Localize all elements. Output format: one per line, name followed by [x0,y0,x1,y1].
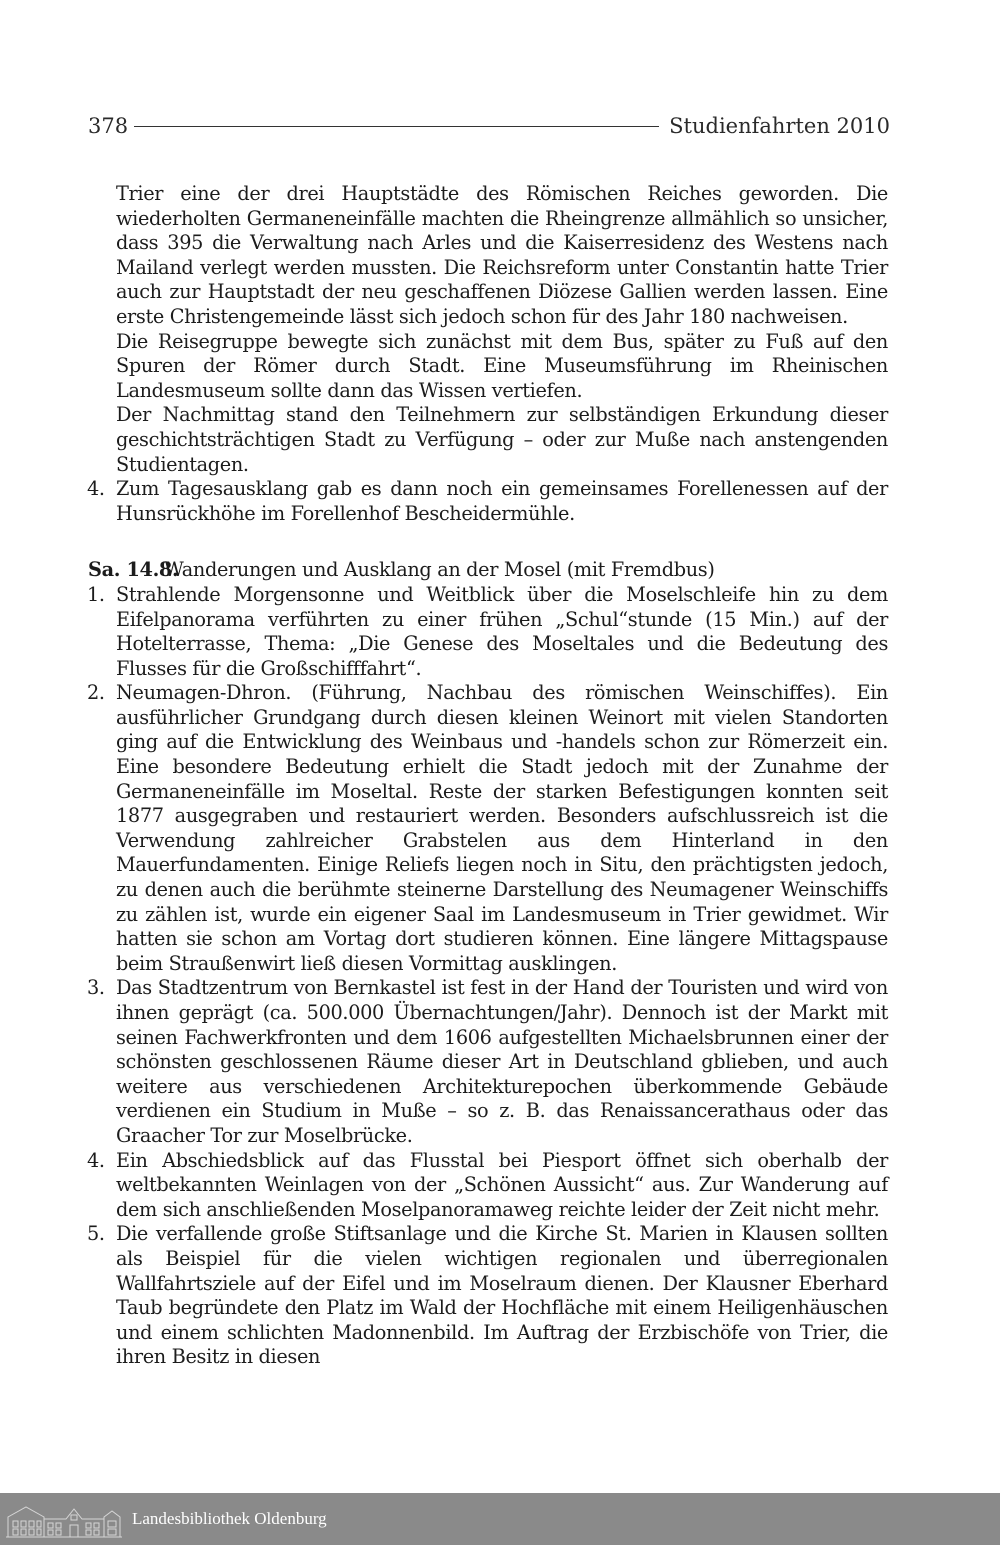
list-item [87,477,888,526]
running-title: Studienfahrten 2010 [669,114,890,138]
list-text: Das Stadtzentrum von Bernkastel ist fest in der Hand der Touristen und wird von ihnen geprägt (ca. 500.000 Übernachtungen/Jahr). Dennoch ist der Markt mit seinen Fachwerkfronten und dem 1606 aufgestellten Michaelsbrunnen einer der schönsten geschlossenen Räume dieser Art in Deutschland gblieben, und auch weitere aus verschiedenen Architekturepochen überkommende Gebäude verdienen ein Studium in Muße – so z. B. das Renaissancerathaus oder das Graacher Tor zur Moselbrücke. [116,976,888,1147]
page-header [88,112,890,140]
library-building-icon [4,1499,122,1539]
day-heading [88,558,888,583]
body-text [87,182,888,1370]
paragraph: Der Nachmittag stand den Teilnehmern zur selbständigen Erkundung dieser geschichtsträchtigen Stadt zu Verfügung – oder zur Muße nach anstengenden Studientagen. [116,403,888,476]
list-number: 5. [87,1222,105,1246]
day-title: Wanderungen und Ausklang an der Mosel (mit Fremdbus) [164,558,715,582]
list-number: 4. [87,477,105,501]
list-number: 3. [87,976,105,1000]
paragraph: Die Reisegruppe bewegte sich zunächst mit dem Bus, später zu Fuß auf den Spuren der Römer durch Stadt. Eine Museumsführung im Rheinischen Landesmuseum sollte dann das Wissen vertiefen. [116,329,888,402]
list-text: Zum Tagesausklang gab es dann noch ein gemeinsames Forellenessen auf der Hunsrückhöhe im Forellenhof Bescheidermühle. [116,477,888,525]
paragraph: Trier eine der drei Hauptstädte des Römischen Reiches geworden. Die wiederholten Germaneneinfälle machten die Rheingrenze allmählich so unsicher, dass 395 die Verwaltung nach Arles und die Kaiserresidenz des Westens nach Mailand verlegt werden mussten. Die Reichsreform unter Constantin hatte Trier auch zur Hauptstadt der neu geschaffenen Diözese Gallien werden lassen. Eine erste Christengemeinde lässt sich jedoch schon für des Jahr 180 nachweisen. [116,182,888,328]
list-item [87,582,888,681]
list-item [87,976,888,1148]
list-text: Die verfallende große Stiftsanlage und die Kirche St. Marien in Klausen sollten als Beispiel für die vielen wichtigen regionalen und überregionalen Wallfahrtsziele auf der Eifel und im Moselraum dienen. Der Klausner Eberhard Taub begründete den Platz im Wald der Hochfläche mit einem Heiligenhäuschen und einem schlichten Madonnenbild. Im Auftrag der Erzbischöfe von Trier, die ihren Besitz in diesen [116,1222,888,1369]
day-label: Sa. 14.8. [88,558,179,582]
list-item [87,1222,888,1370]
list-text: Ein Abschiedsblick auf das Flusstal bei Piesport öffnet sich oberhalb der weltbekannten Weinlagen von der „Schönen Aussicht“ aus. Zur Wanderung auf dem sich anschließenden Moselpanoramaweg reichte leider der Zeit nicht mehr. [116,1148,888,1221]
list-number: 1. [87,582,105,606]
page-number: 378 [88,114,129,138]
list-number: 2. [87,681,105,705]
list-text: Neumagen-Dhron. (Führung, Nachbau des römischen Weinschiffes). Ein ausführlicher Grundgang durch diesen kleinen Weinort mit vielen Standorten ging auf die Entwicklung des Weinbaus und -handels schon zur Römerzeit ein. Eine besondere Bedeutung erhielt die Stadt jedoch mit der Zunahme der Germaneneinfälle im Moseltal. Reste der starken Befestigungen konnten seit 1877 ausgegraben und restauriert werden. Besonders aufschlussreich ist die Verwendung zahlreicher Grabstelen aus dem Hinterland in den Mauerfundamenten. Einige Reliefs liegen noch in Situ, den prächtigsten jedoch, zu denen auch die berühmte steinerne Darstellung des Neumagener Weinschiffs zu zählen ist, wurde ein eigener Saal im Landesmuseum in Trier gewidmet. Wir hatten sie schon am Vortag dort studieren können. Eine längere Mittagspause beim Straußenwirt ließ diesen Vormittag ausklingen. [116,681,888,975]
library-footer [0,1493,1000,1545]
list-item [87,1148,888,1223]
library-name: Landesbibliothek Oldenburg [132,1509,327,1528]
list-number: 4. [87,1148,105,1172]
header-rule [134,126,659,127]
list-item [87,681,888,976]
list-text: Strahlende Morgensonne und Weitblick über die Moselschleife hin zu dem Eifelpanorama verführten zu einer frühen „Schul“stunde (15 Min.) auf der Hotelterrasse, Thema: „Die Genese des Moseltales und die Bedeutung des Flusses für die Großschifffahrt“. [116,582,888,680]
